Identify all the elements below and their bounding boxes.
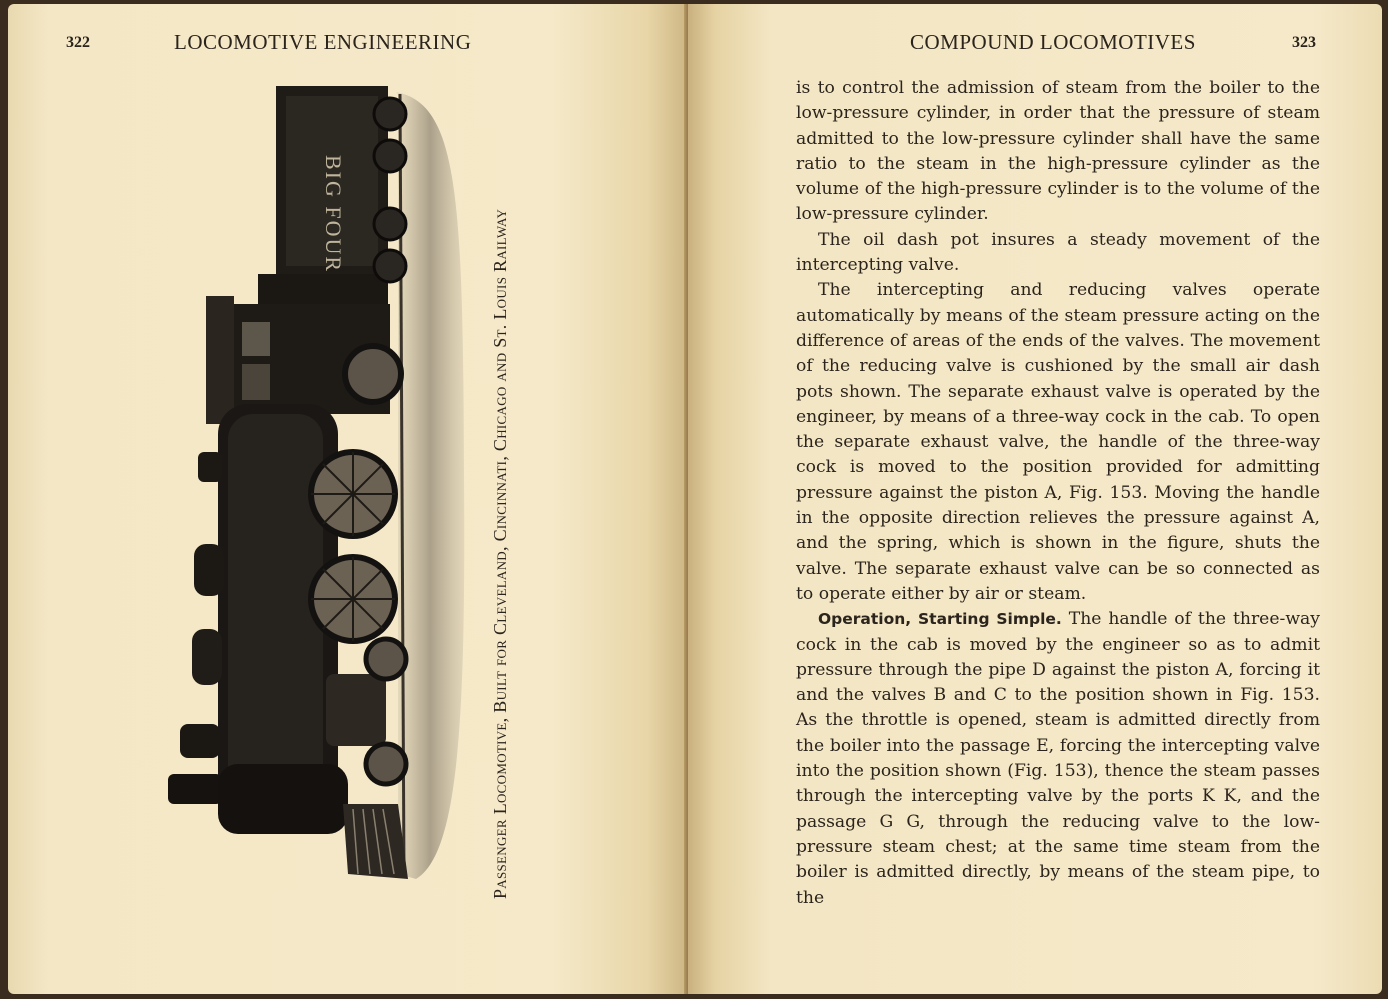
left-page xyxy=(8,4,688,994)
locomotive-illustration xyxy=(158,74,473,889)
body-text xyxy=(796,76,1320,911)
paragraph-text: The handle of the three-way cock in the cab is moved by the engineer so as to admit pressure through the pipe D against the piston A, forcing it and the valves B and C to the position shown in Fig. 153. As the throttle is opened, steam is admitted directly from the boiler into the passage E, forcing the intercepting valve into the position shown (Fig. 153), thence the steam passes through the intercepting valve by the ports K K, and the passage G G, through the reducing valve to the low-pressure steam chest; at the same time steam from the boiler is admitted directly, by means of the steam pipe, to the xyxy=(796,609,1320,908)
paragraph xyxy=(796,607,1320,911)
cylinder xyxy=(326,674,386,746)
right-page xyxy=(688,4,1382,994)
paragraph: The oil dash pot insures a steady movement of the intercepting valve. xyxy=(796,229,1320,276)
figure-caption: Passenger Locomotive, Built for Cleveland, Cincinnati, Chicago and St. Louis Railway xyxy=(490,208,510,899)
left-page-number: 322 xyxy=(66,34,90,51)
right-running-head: COMPOUND LOCOMOTIVES xyxy=(910,30,1196,54)
right-page-number: 323 xyxy=(1292,34,1316,51)
tender-lettering: BIG FOUR xyxy=(321,154,346,274)
paragraph: is to control the admission of steam from the boiler to the low-pressure cylinder, in order that the pressure of steam admitted to the low-pressure cylinder shall have the same ratio to the steam in the high-pressure cylinder as the volume of the high-pressure cylinder is to the volume of the low-pressure cylinder. xyxy=(796,78,1320,225)
left-running-head: LOCOMOTIVE ENGINEERING xyxy=(174,30,472,54)
smokebox xyxy=(218,764,348,834)
paragraph: The intercepting and reducing valves operate automatically by means of the steam pressure acting on the difference of areas of the ends of the valves. The movement of the reducing valve is cushioned by the small air dash pots shown. The separate exhaust valve is operated by the engineer, by means of a three-way cock in the cab. To open the separate exhaust valve, the handle of the three-way cock is moved to the position provided for admitting pressure against the piston A, Fig. 153. Moving the handle in the opposite direction relieves the pressure against A, and the spring, which is shown in the figure, shuts the valve. The separate exhaust valve can be so connected as to operate either by air or steam. xyxy=(796,280,1320,604)
run-in-heading: Operation, Starting Simple. xyxy=(818,610,1062,629)
